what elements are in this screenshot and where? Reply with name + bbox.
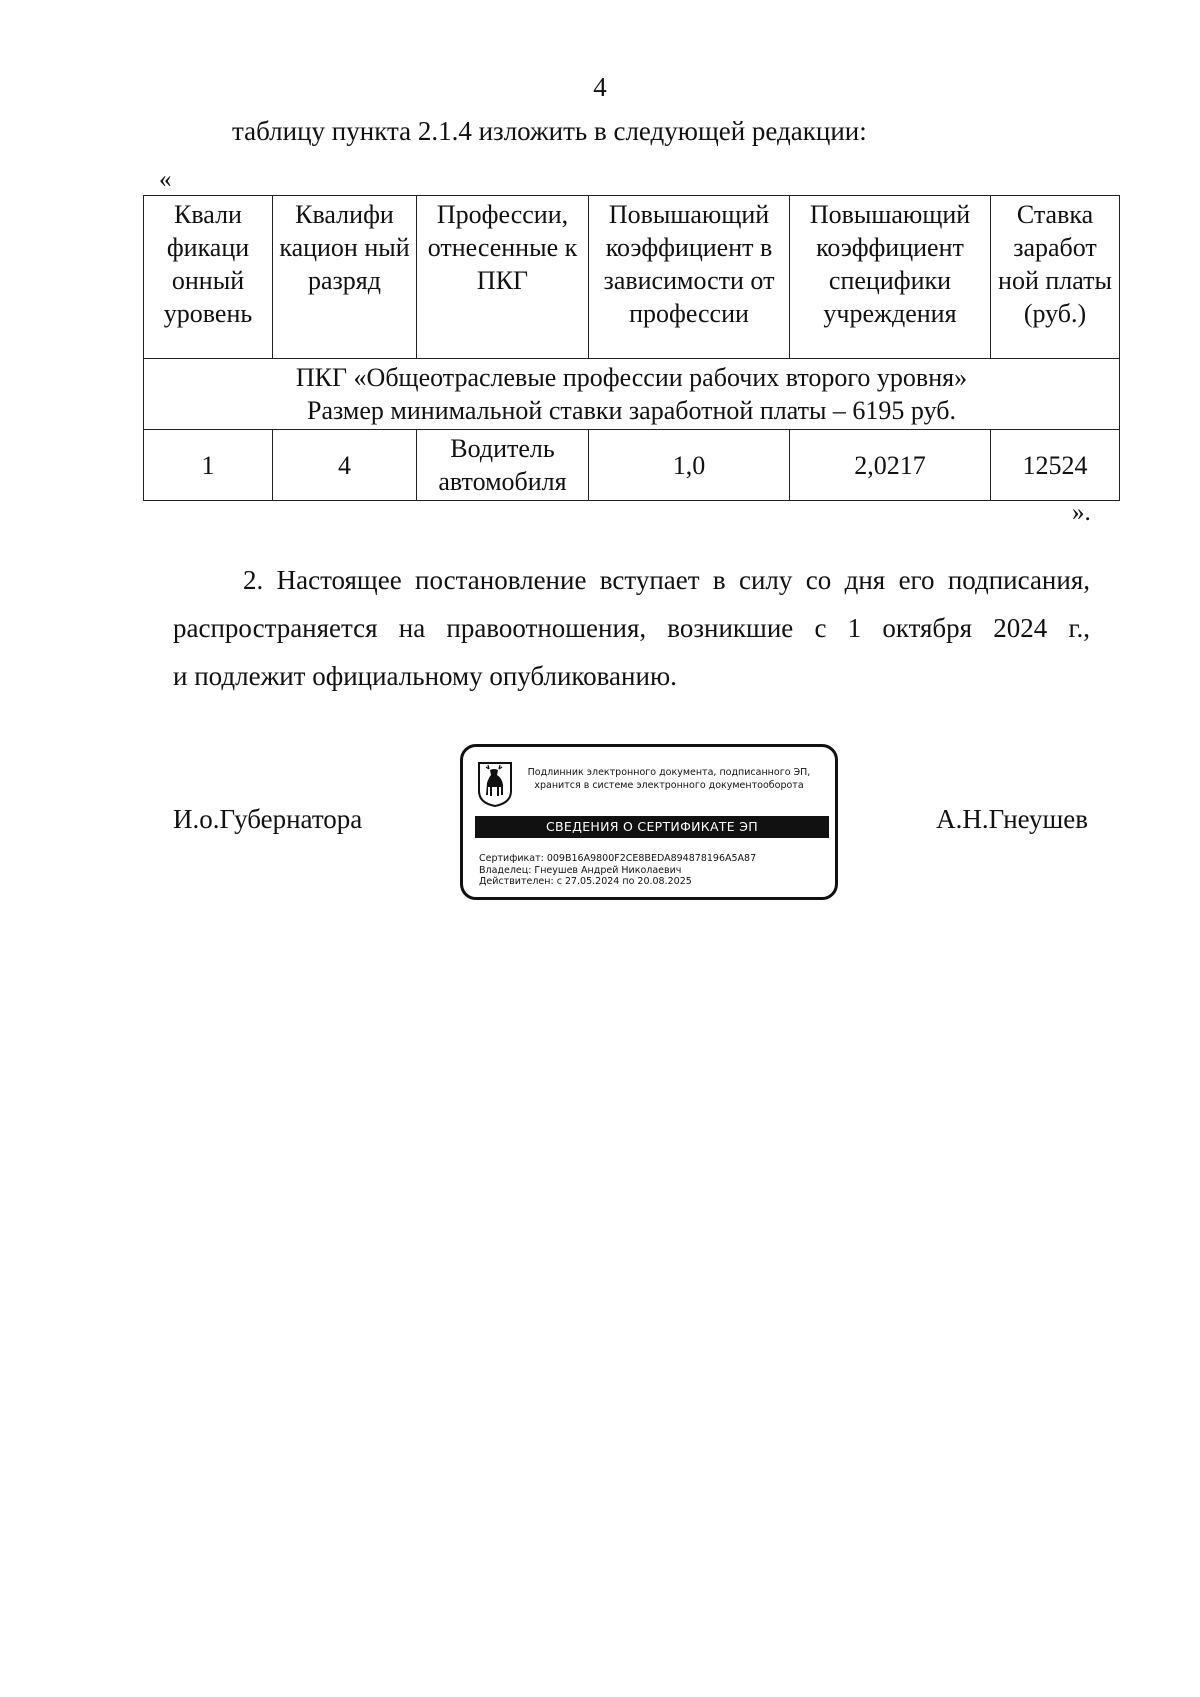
stamp-details xyxy=(479,853,756,888)
table-cell: 4 xyxy=(273,430,417,501)
certificate-number: Сертификат: 009B16A9800F2CE8BEDA894878196A5A87 xyxy=(479,853,757,864)
header-cell: Квалифи кацион ный разряд xyxy=(273,196,417,359)
signer-name: А.Н.Гнеушев xyxy=(936,804,1088,834)
open-quote: « xyxy=(159,166,172,193)
stamp-header xyxy=(519,766,819,792)
group-cell xyxy=(144,359,1120,430)
close-quote: ». xyxy=(1072,499,1091,526)
group-min-rate: Размер минимальной ставки заработной платы – 6195 руб. xyxy=(307,396,956,425)
table-cell: 12524 xyxy=(991,430,1120,501)
table-cell: 2,0217 xyxy=(790,430,991,501)
rates-table xyxy=(143,195,1120,501)
header-cell: Квали фикаци онный уровень xyxy=(144,196,273,359)
certificate-owner: Владелец: Гнеушев Андрей Николаевич xyxy=(479,864,682,876)
table-row xyxy=(144,430,1120,501)
deer-emblem-icon xyxy=(477,761,513,807)
certificate-validity: Действителен: с 27.05.2024 по 20.08.2025 xyxy=(479,876,692,887)
paragraph-line: 2. Настоящее постановление вступает в силу со дня его подписания, xyxy=(243,565,1090,595)
table-cell: 1 xyxy=(144,430,273,501)
stamp-header-line: хранится в системе электронного документооборота xyxy=(534,780,804,791)
table-header-row xyxy=(144,196,1120,359)
intro-text: таблицу пункта 2.1.4 изложить в следующей редакции: xyxy=(232,116,867,146)
signer-title: И.о.Губернатора xyxy=(173,804,363,834)
table-cell: 1,0 xyxy=(589,430,790,501)
header-cell: Ставка заработ ной платы (руб.) xyxy=(991,196,1120,359)
table-group-row xyxy=(144,359,1120,430)
header-cell: Повышающий коэффициент специфики учреждения xyxy=(790,196,991,359)
stamp-header-line: Подлинник электронного документа, подписанного ЭП, xyxy=(527,767,811,778)
paragraph-line: и подлежит официальному опубликованию. xyxy=(173,661,677,691)
page-number: 4 xyxy=(593,72,607,102)
e-signature-stamp xyxy=(460,744,838,900)
paragraph-2 xyxy=(173,556,1090,700)
header-cell: Профессии, отнесенные к ПКГ xyxy=(417,196,589,359)
paragraph-line: распространяется на правоотношения, возникшие с 1 октября 2024 г., xyxy=(173,613,1090,643)
stamp-certificate-banner: СВЕДЕНИЯ О СЕРТИФИКАТЕ ЭП xyxy=(475,816,829,838)
group-title: ПКГ «Общеотраслевые профессии рабочих второго уровня» xyxy=(295,363,968,392)
header-cell: Повышающий коэффициент в зависимости от профессии xyxy=(589,196,790,359)
table-cell: Водитель автомобиля xyxy=(417,430,589,501)
